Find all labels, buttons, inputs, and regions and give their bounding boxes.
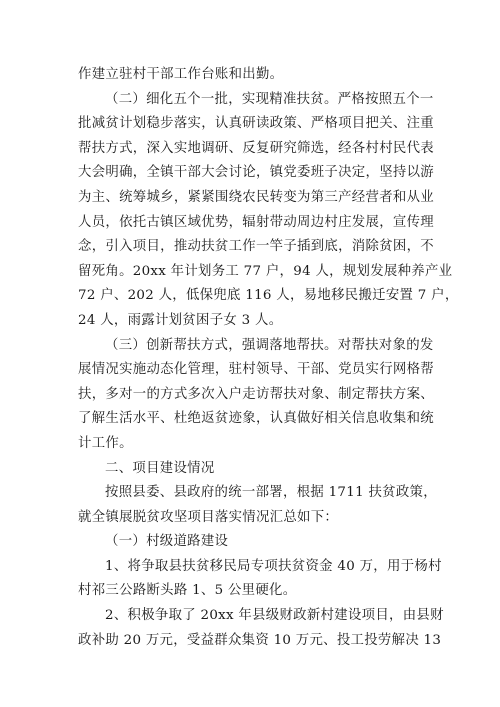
text-line: 人员，依托古镇区域优势，辐射带动周边村庄发展，宣传理 bbox=[78, 214, 434, 230]
text-line: 作建立驻村干部工作台账和出勤。 bbox=[78, 67, 284, 82]
document-page bbox=[78, 63, 459, 653]
subsection-heading: （一）村级道路建设 bbox=[105, 534, 229, 550]
text-line: 大会明确，全镇干部大会讨论，镇党委班子决定，坚持以游 bbox=[78, 165, 434, 181]
text-line: （二）细化五个一批，实现精准扶贫。严格按照五个一 bbox=[105, 91, 434, 107]
text-line: 念，引入项目，推动扶贫工作一竿子插到底，消除贫困，不 bbox=[78, 239, 434, 255]
text-line: 帮扶方式，深入实地调研、反复研究筛选，经各村村民代表 bbox=[78, 140, 434, 156]
section-heading: 二、项目建设情况 bbox=[105, 460, 215, 476]
text-line: 24 人，雨露计划贫困子女 3 人。 bbox=[78, 312, 283, 328]
text-line: 展情况实施动态化管理，驻村领导、干部、党员实行网格帮 bbox=[78, 362, 434, 378]
text-line: （三）创新帮扶方式，强调落地帮扶。对帮扶对象的发 bbox=[105, 337, 434, 353]
text-line: 批减贫计划稳步落实，认真研读政策、严格项目把关、注重 bbox=[78, 116, 434, 132]
text-line: 就全镇展脱贫攻坚项目落实情况汇总如下： bbox=[78, 509, 339, 525]
text-line: 2、积极争取了 20xx 年县级财政新村建设项目，由县财 bbox=[105, 608, 444, 624]
text-line: 1、将争取县扶贫移民局专项扶贫资金 40 万，用于杨村 bbox=[105, 558, 442, 574]
text-line: 村祁三公路断头路 1、5 公里硬化。 bbox=[78, 583, 297, 599]
text-line: 政补助 20 万元，受益群众集资 10 万元、投工投劳解决 13 bbox=[78, 632, 442, 648]
text-line: 计工作。 bbox=[78, 435, 133, 451]
text-line: 留死角。20xx 年计划务工 77 户，94 人，规划发展种养产业 bbox=[78, 263, 453, 279]
text-line: 扶，多对一的方式多次入户走访帮扶对象、制定帮扶方案、 bbox=[78, 386, 434, 402]
text-line: 为主、统筹城乡，紧紧围绕农民转变为第三产经营者和从业 bbox=[78, 189, 434, 205]
text-line: 72 户、202 人，低保兜底 116 人，易地移民搬迁安置 7 户， bbox=[78, 288, 459, 304]
text-line: 按照县委、县政府的统一部署，根据 1711 扶贫政策， bbox=[105, 485, 437, 501]
text-line: 了解生活水平、杜绝返贫迹象，认真做好相关信息收集和统 bbox=[78, 411, 434, 427]
